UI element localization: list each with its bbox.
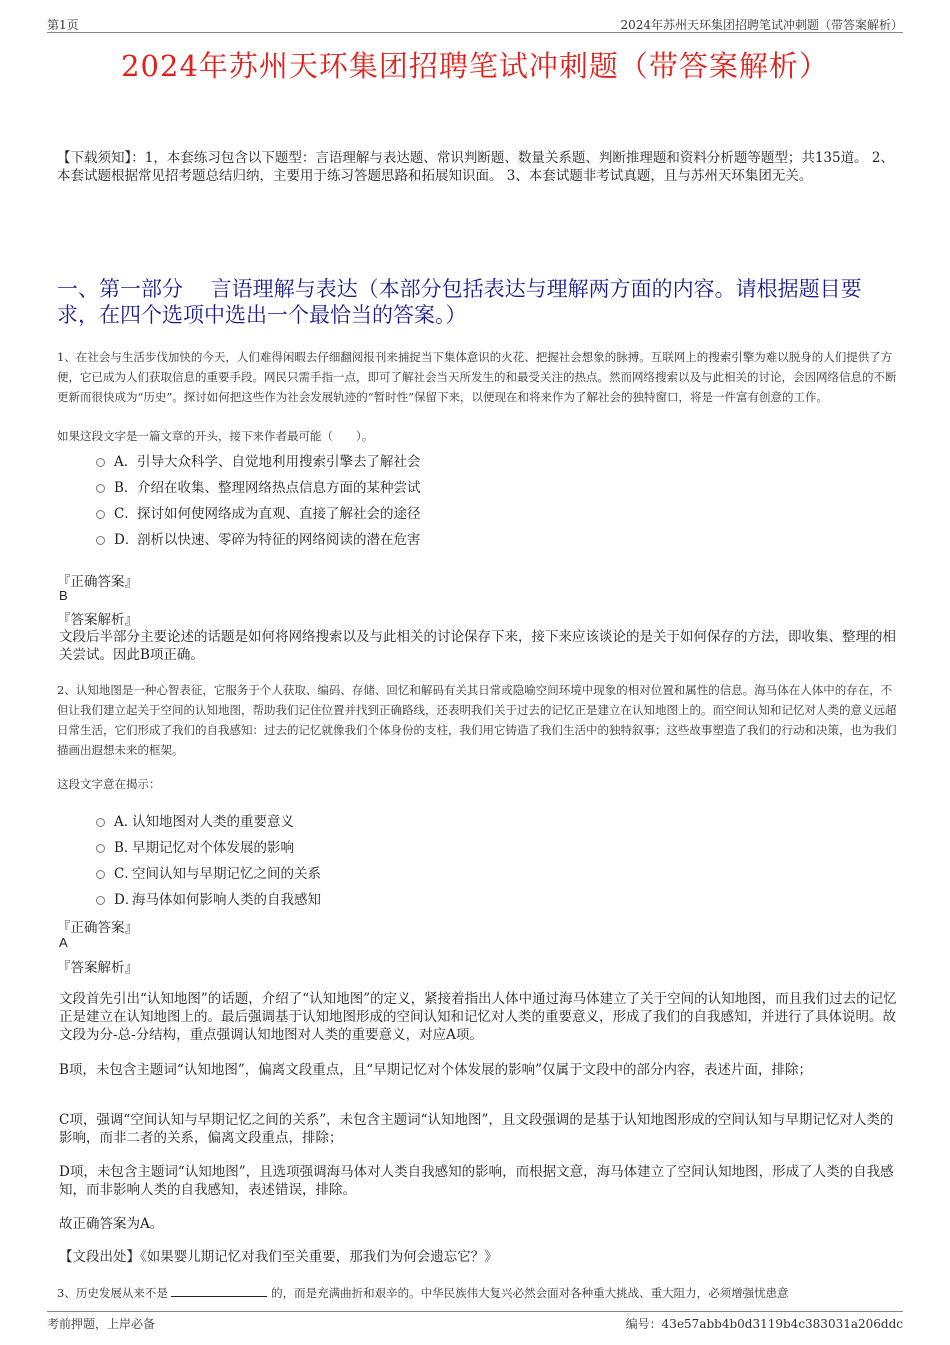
section-title: 一、第一部分 言语理解与表达（本部分包括表达与理解两方面的内容。请根据题目要求，在四个选项中选出一个最恰当的答案。） — [57, 277, 862, 327]
question-2-option-b[interactable] — [96, 836, 294, 856]
question-3-stem-end: 的，而是充满曲折和艰辛的。中华民族伟大复兴必然会面对各种重大挑战、重大阻力，必须增强忧患意 — [271, 1286, 789, 1300]
page-header — [47, 14, 903, 33]
option-letter: B． — [114, 480, 138, 496]
option-text: 海马体如何影响人类的自我感知 — [132, 892, 321, 908]
document-id: 编号：43e57abb4b0d3119b4c383031a206ddc — [625, 1317, 903, 1331]
page-footer — [47, 1311, 903, 1331]
radio-icon[interactable] — [96, 458, 105, 467]
question-1-analysis-label: 『答案解析』 — [57, 612, 138, 628]
question-2-analysis-label: 『答案解析』 — [57, 960, 138, 976]
option-letter: D． — [114, 892, 139, 908]
question-1-answer: B — [59, 588, 68, 603]
download-notice: 【下载须知】：1，本套练习包含以下题型：言语理解与表达题、常识判断题、数量关系题、判断推理题和资料分析题等题型；共135道。 2、本套试题根据常见招考题总结归纳，主要用于练习答题思路和拓展知识面。 3、本套试题非考试真题，且与苏州天环集团无关。 — [57, 150, 894, 184]
option-letter: C． — [114, 866, 138, 882]
question-2-analysis-paragraph: B项，未包含主题词“认知地图”，偏离文段重点，且“早期记忆对个体发展的影响”仅属于文段中的部分内容，表述片面，排除； — [59, 1062, 813, 1078]
option-letter: B． — [114, 840, 138, 856]
option-letter: D． — [114, 532, 139, 548]
question-1-option-c[interactable] — [96, 502, 421, 522]
question-1-option-d[interactable] — [96, 528, 421, 548]
document-title: 2024年苏州天环集团招聘笔试冲刺题（带答案解析） — [121, 49, 829, 83]
option-text: 早期记忆对个体发展的影响 — [132, 840, 294, 856]
question-2-option-a[interactable] — [96, 810, 294, 830]
question-3-stem — [57, 1283, 898, 1303]
question-2-answer-label: 『正确答案』 — [57, 920, 138, 936]
question-1-analysis: 文段后半部分主要论述的话题是如何将网络搜索以及与此相关的讨论保存下来，接下来应该谈论的是关于如何保存的方法，即收集、整理的相关尝试。因此B项正确。 — [59, 629, 896, 663]
question-1-stem: 1、在社会与生活步伐加快的今天，人们难得闲暇去仔细翻阅报刊来捕捉当下集体意识的火花、把握社会想象的脉搏。互联网上的搜索引擎为难以脱身的人们提供了方便，它已成为人们获取信息的重要手段。网民只需手指一点，即可了解社会当天所发生的和最受关注的热点。然而网络搜索以及与此相关的讨论，会因网络信息的不断更新而很快成为“历史”。探讨如何把这些作为社会发展轨迹的“暂时性”保留下来，以便现在和将来作为了解社会的独特窗口，将是一件富有创意的工作。 — [57, 350, 897, 404]
fill-in-blank[interactable] — [171, 1286, 267, 1297]
option-letter: A． — [114, 814, 138, 830]
option-text: 探讨如何使网络成为直观、直接了解社会的途径 — [137, 506, 421, 522]
option-text: 介绍在收集、整理网络热点信息方面的某种尝试 — [137, 480, 421, 496]
question-1-prompt: 如果这段文字是一篇文章的开头，接下来作者最可能（ ）。 — [57, 429, 374, 443]
radio-icon[interactable] — [96, 844, 105, 853]
option-letter: C． — [114, 506, 138, 522]
option-text: 引导大众科学、自觉地利用搜索引擎去了解社会 — [137, 454, 421, 470]
question-2-stem: 2、认知地图是一种心智表征，它服务于个人获取、编码、存储、回忆和解码有关其日常或隐喻空间环境中现象的相对位置和属性的信息。海马体在人体中的存在，不但让我们建立起关于空间的认知地图，帮助我们记住位置并找到正确路线，还表明我们关于过去的记忆正是建立在认知地图上的。而空间认知和记忆对人类的意义远超日常生活，它们形成了我们的自我感知：过去的记忆就像我们个体身份的支柱，我们用它铸造了我们生活中的独特叙事；这些故事塑造了我们的行动和决策，也为我们描画出遐想未来的框架。 — [57, 683, 897, 757]
question-2-option-c[interactable] — [96, 862, 321, 882]
question-2-analysis-paragraph: C项，强调“空间认知与早期记忆之间的关系”，未包含主题词“认知地图”，且文段强调的是基于认知地图形成的空间认知与早期记忆对人类的影响，而非二者的关系，偏离文段重点，排除； — [59, 1112, 894, 1146]
header-doc-title: 2024年苏州天环集团招聘笔试冲刺题（带答案解析） — [620, 18, 903, 32]
question-1-answer-label: 『正确答案』 — [57, 574, 138, 590]
option-text: 剖析以快速、零碎为特征的网络阅读的潜在危害 — [137, 532, 421, 548]
radio-icon[interactable] — [96, 870, 105, 879]
question-1-option-b[interactable] — [96, 476, 421, 496]
radio-icon[interactable] — [96, 818, 105, 827]
question-3-stem-start: 3、历史发展从来不是 — [57, 1286, 168, 1300]
radio-icon[interactable] — [96, 484, 105, 493]
option-letter: A． — [114, 454, 138, 470]
option-text: 空间认知与早期记忆之间的关系 — [132, 866, 321, 882]
footer-slogan: 考前押题，上岸必备 — [47, 1317, 156, 1331]
question-2-analysis-paragraph: D项，未包含主题词“认知地图”，且选项强调海马体对人类自我感知的影响，而根据文意，海马体建立了空间认知地图，形成了人类的自我感知，而非影响人类的自我感知，表述错误，排除。 — [59, 1164, 894, 1198]
radio-icon[interactable] — [96, 510, 105, 519]
option-text: 认知地图对人类的重要意义 — [132, 814, 294, 830]
question-2-prompt: 这段文字意在揭示： — [57, 777, 161, 791]
page-number: 第1页 — [47, 18, 79, 32]
question-2-analysis-paragraph: 文段首先引出“认知地图”的话题，介绍了“认知地图”的定义，紧接着指出人体中通过海马体建立了关于空间的认知地图，而且我们过去的记忆正是建立在认知地图上的。最后强调基于认知地图形成的空间认知和记忆对人类的重要意义，形成了我们的自我感知，并进行了具体说明。故文段为分-总-分结构，重点强调认知地图对人类的重要意义，对应A项。 — [59, 991, 897, 1043]
question-2-option-d[interactable] — [96, 888, 321, 908]
radio-icon[interactable] — [96, 536, 105, 545]
question-1-option-a[interactable] — [96, 450, 421, 470]
question-2-analysis-paragraph: 故正确答案为A。 — [59, 1216, 164, 1232]
radio-icon[interactable] — [96, 896, 105, 905]
question-2-source: 【文段出处】《如果婴儿期记忆对我们至关重要，那我们为何会遗忘它？》 — [59, 1249, 498, 1265]
question-2-answer: A — [59, 935, 68, 950]
